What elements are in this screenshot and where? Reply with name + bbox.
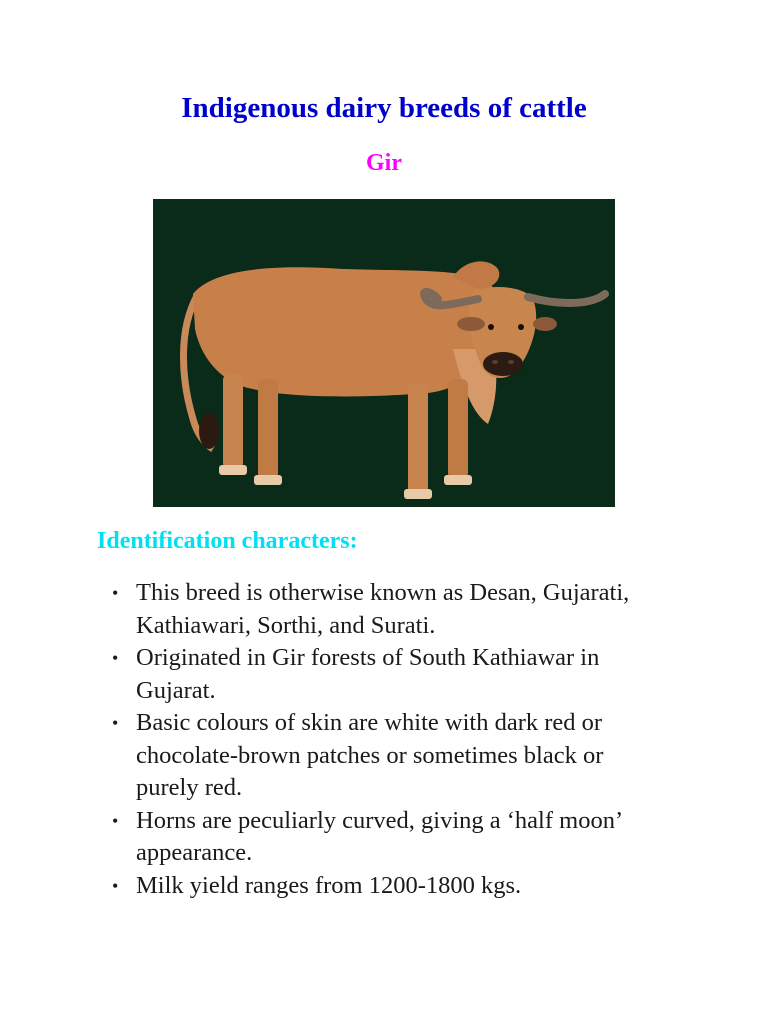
bullet-icon: • <box>112 648 119 668</box>
list-item-text: Basic colours of skin are white with dark red or chocolate-brown patches or sometimes black or purely red. <box>136 709 604 801</box>
bullet-icon: • <box>112 713 119 733</box>
characteristics-list <box>112 577 672 902</box>
gir-cow-photo <box>153 199 615 507</box>
list-item <box>112 642 672 707</box>
list-item-text: Originated in Gir forests of South Kathiawar in Gujarat. <box>136 644 600 704</box>
list-item-text: Horns are peculiarly curved, giving a ‘half moon’ appearance. <box>136 806 622 866</box>
page-title: Indigenous dairy breeds of cattle <box>181 92 587 124</box>
list-item <box>112 870 672 903</box>
list-item <box>112 707 672 805</box>
breed-name: Gir <box>366 150 402 176</box>
bullet-icon: • <box>112 875 119 896</box>
list-item <box>112 577 672 642</box>
list-item-text: Milk yield ranges from 1200-1800 kgs. <box>136 871 522 899</box>
bullet-icon: • <box>112 810 119 831</box>
identification-heading: Identification characters: <box>97 528 358 554</box>
cow-illustration <box>153 199 615 507</box>
bullet-icon: • <box>112 583 119 603</box>
list-item <box>112 805 672 870</box>
list-item-text: This breed is otherwise known as Desan, Gujarati, Kathiawari, Sorthi, and Surati. <box>136 579 630 639</box>
